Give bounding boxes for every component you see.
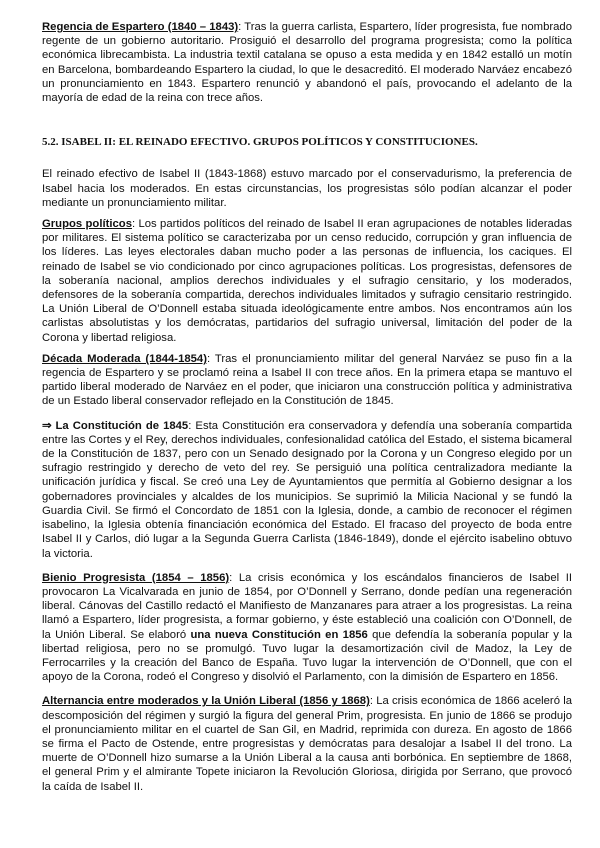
heading-constitucion: La Constitución de 1845 — [55, 419, 189, 432]
paragraph-regencia — [42, 20, 572, 105]
document-page — [42, 20, 572, 794]
paragraph-grupos — [42, 217, 572, 345]
text-regencia: : Tras la guerra carlista, Espartero, líder progresista, fue nombrado regente de un gobierno autoritario. Prosiguió el desarrollo del programa progresista; como la política económica librecambista. La industria textil catalana se opuso a esta medida y en 1842 estalló un motín en Barcelona, bombardeando Espartero la ciudad, lo que le desacreditó. El moderado Narváez encabezó un pronunciamiento en 1843. Espartero renunció y abandonó el país, provocando el adelanto de la mayoría de edad de la reina con trece años. — [42, 21, 572, 105]
paragraph-alternancia — [42, 694, 572, 793]
heading-decada: Década Moderada (1844-1854) — [42, 352, 207, 365]
text-grupos: : Los partidos políticos del reinado de Isabel II eran agrupaciones de notables lideradas por militares. El sistema político se caracterizaba por un censo reducido, corrupción y gran influencia de los líderes. Las leyes electorales daban mucho poder a las personas de influencia, los caciques. El reinado de Isabel se vio condicionado por cinco agrupaciones políticas. Los progresistas, defensores de la soberanía nacional, amplios derechos individuales y el sufragio censitario, y los moderados, defensores de la soberanía compartida, derechos individuales limitados y sufragio censitario restringido. La Unión Liberal de O’Donnell estaba situada ideológicamente entre ambos. Nos encontramos aún los carlistas absolutistas y los demócratas, partidarios del sufragio universal, limitación del poder de la Corona y libertad religiosa. — [42, 218, 572, 344]
section-title: 5.2. ISABEL II: EL REINADO EFECTIVO. GRUPOS POLÍTICOS Y CONSTITUCIONES. — [42, 136, 478, 149]
paragraph-bienio — [42, 571, 572, 685]
paragraph-intro: El reinado efectivo de Isabel II (1843-1868) estuvo marcado por el conservadurismo, la preferencia de Isabel hacia los moderados. En estas circunstancias, los progresistas sólo podían alcanzar el poder mediante un pronunciamiento militar. — [42, 168, 572, 209]
heading-grupos: Grupos políticos — [42, 218, 132, 231]
heading-alternancia: Alternancia entre moderados y la Unión Liberal (1856 y 1868) — [42, 695, 370, 708]
bold-constitucion-1856: una nueva Constitución en 1856 — [190, 628, 368, 641]
text-alternancia: : La crisis económica de 1866 aceleró la descomposición del régimen y surgió la figura del general Prim, progresista. En junio de 1866 se produjo el pronunciamiento militar en el cuartel de San Gil, en Madrid, reprimida con dureza. En agosto de 1866 se firma el Pacto de Ostende, entre progresistas y demócratas para desalojar a Isabel II del trono. La muerte de O’Donnell hizo sumarse a la Unión Liberal a la causa anti borbónica. En septiembre de 1868, el general Prim y el almirante Topete iniciaron la Revolución Gloriosa, dirigida por Serrano, que provocó la caída de Isabel II. — [42, 695, 572, 793]
arrow-icon: ⇒ — [42, 419, 52, 432]
paragraph-constitucion — [42, 419, 572, 561]
paragraph-decada — [42, 352, 572, 409]
text-bienio-b: que defendía la soberanía popular y la libertad religiosa, pero no se promulgó. Tuvo lugar la desamortización civil de Madoz, la Ley de Ferrocarriles y la creación del Banco de España. Tuvo lugar la intervención de O’Donnell, que con el apoyo de la Corona, rodeó el Congreso y disolvió el Parlamento, con la dimisión de Espartero en 1856. — [42, 628, 572, 684]
text-bienio-a: : La crisis económica y los escándalos financieros de Isabel II provocaron La Vicalvarada en junio de 1854, por O’Donnell y Serrano, donde pedían una regeneración liberal. Cánovas del Castillo redactó el Manifiesto de Manzanares para atraer a los progresistas. La reina llamó a Espartero, líder progresista, a formar gobierno, y éste estableció una coalición con O’Donnell, de la Unión Liberal. Se elaboró — [42, 571, 572, 641]
text-decada: : Tras el pronunciamiento militar del general Narváez se puso fin a la regencia de Espartero y se proclamó reina a Isabel II con trece años. En la primera etapa se mantuvo el partido liberal moderado de Narváez en el poder, que iniciaron una construcción política y administrativa de un Estado liberal conservador reflejado en la Constitución de 1845. — [42, 352, 572, 408]
heading-bienio: Bienio Progresista (1854 – 1856) — [42, 571, 230, 584]
heading-regencia: Regencia de Espartero (1840 – 1843) — [42, 21, 239, 33]
text-constitucion: : Esta Constitución era conservadora y defendía una soberanía compartida entre las Cortes y el Rey, derechos individuales, confesionalidad católica del Estado, el sistema bicameral de la Constitución de 1837, pero con un Senado designado por la Corona y un Congreso elegido por un sufragio restringido y derecho de veto del rey. Se persiguió una política centralizadora mediante la unificación jurídica y fiscal. Se creó una Ley de Ayuntamientos que permitía al Gobierno designar a los gobernadores provinciales y alcaldes de los municipios. Se suprimió la Milicia Nacional y se fundó la Guardia Civil. Se firmó el Concordato de 1851 con la Iglesia, donde, a cambio de reconocer el régimen isabelino, la Iglesia obtenía financiación económica del Estado. El fracaso del proyecto de boda entre Isabel II y Carlos, dió lugar a la Segunda Guerra Carlista (1846-1849), donde el ejército isabelino obtuvo la victoria. — [42, 419, 572, 560]
